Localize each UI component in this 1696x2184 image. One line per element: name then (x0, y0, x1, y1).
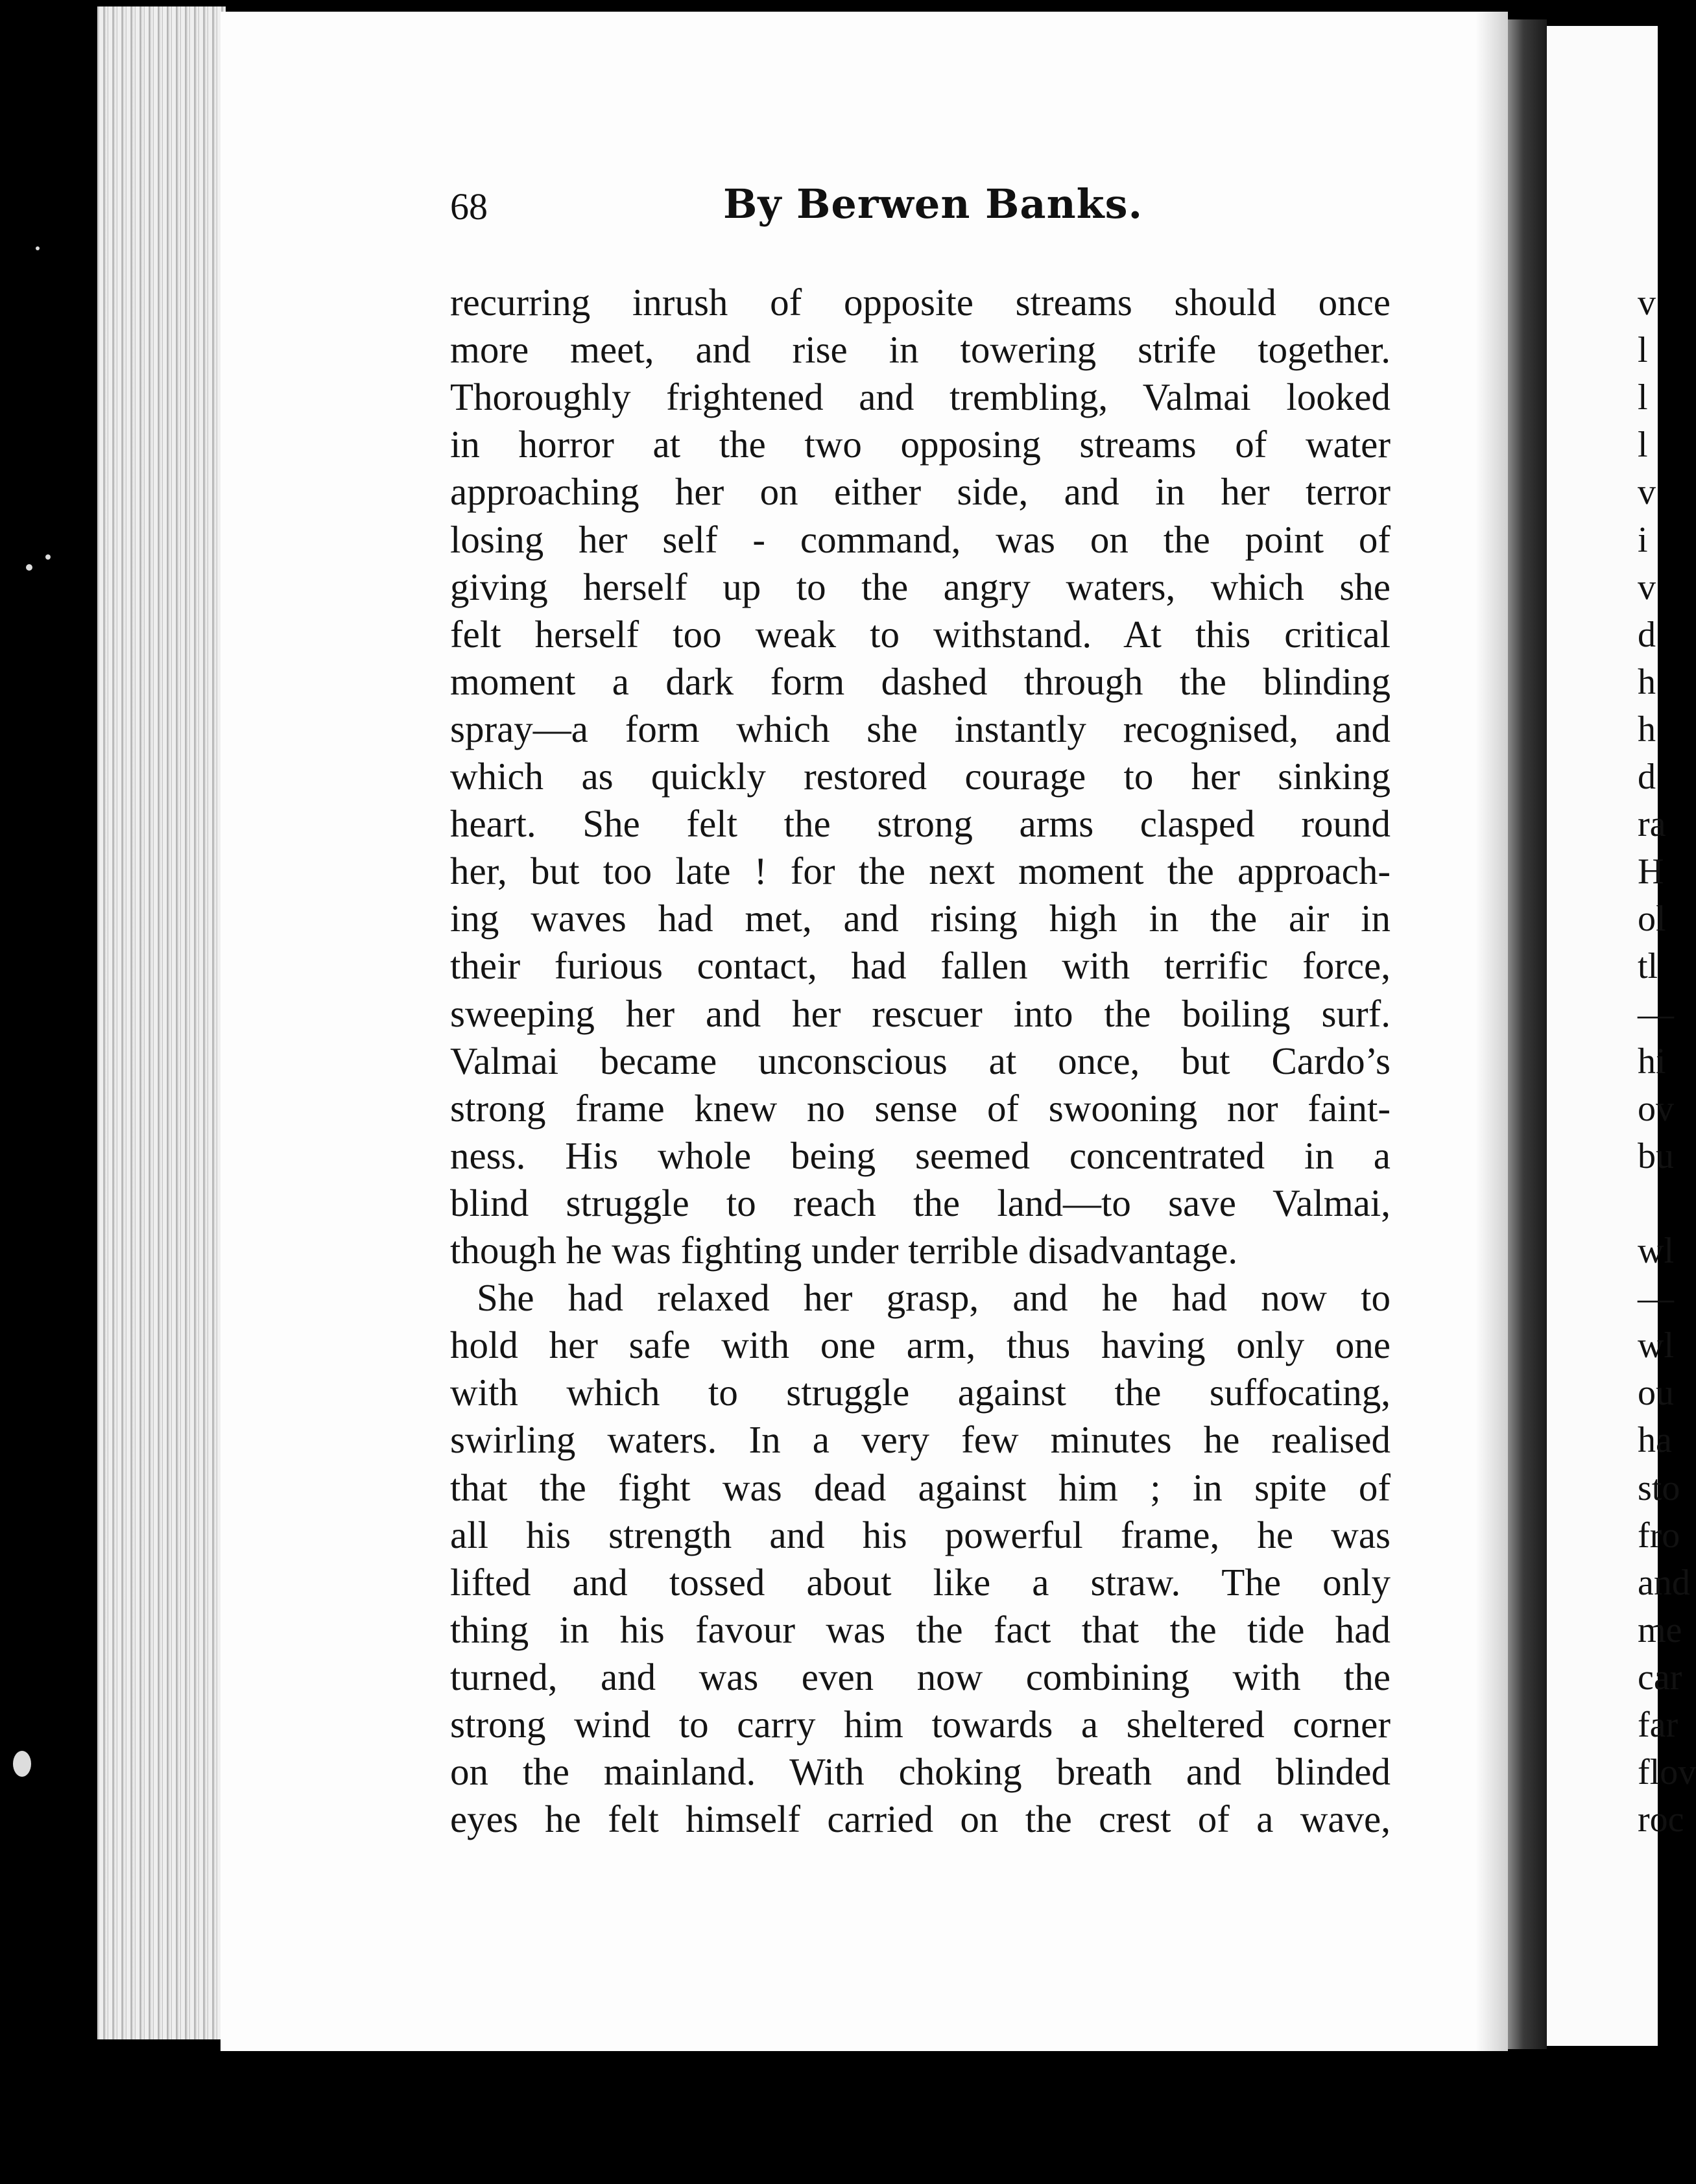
text-line: felt herself too weak to withstand. At this critical (450, 612, 1391, 656)
facing-page-fragment: wl (1638, 1231, 1674, 1271)
text-line: ness. His whole being seemed concentrated in a (450, 1134, 1391, 1177)
scan-speck (36, 246, 40, 250)
facing-page-edge (1547, 26, 1696, 2046)
text-line: recurring inrush of opposite streams should once (450, 281, 1391, 324)
facing-page-fragment: — (1638, 993, 1674, 1034)
scan-speck (45, 554, 51, 560)
facing-page-fragment: h (1638, 661, 1656, 702)
facing-page-fragment: i (1638, 519, 1648, 560)
facing-page-fragment: d (1638, 757, 1656, 797)
text-line: which as quickly restored courage to her sinking (450, 755, 1391, 798)
text-line: her, but too late ! for the next moment the approach- (450, 849, 1391, 893)
facing-page-fragment: ol (1638, 899, 1666, 940)
text-line: lifted and tossed about like a straw. The only (450, 1560, 1391, 1604)
running-title: By Berwen Banks. (723, 180, 1143, 228)
text-line: moment a dark form dashed through the blinding (450, 659, 1391, 703)
text-line: giving herself up to the angry waters, which she (450, 565, 1391, 608)
text-line: all his strength and his powerful frame, he was (450, 1513, 1391, 1556)
binding-gutter (1508, 19, 1547, 2049)
facing-page-fragment: sto (1638, 1467, 1680, 1508)
scan-speck (13, 1751, 31, 1777)
scan-speck (26, 564, 32, 571)
text-line: on the mainland. With choking breath and blinded (450, 1750, 1391, 1794)
facing-page-fragment: bu (1638, 1135, 1674, 1176)
text-line: hold her safe with one arm, thus having only one (450, 1323, 1391, 1367)
text-line: Valmai became unconscious at once, but Cardo’s (450, 1039, 1391, 1082)
text-line: thing in his favour was the fact that the tide had (450, 1608, 1391, 1651)
facing-page-fragment: wl (1638, 1325, 1674, 1366)
facing-page-fragment: ov (1638, 1088, 1674, 1129)
facing-page-fragment: l (1638, 425, 1648, 466)
facing-page-fragment: hi (1638, 1041, 1666, 1082)
text-line: their furious contact, had fallen with terrific force, (450, 944, 1391, 988)
facing-page-fragment: fro (1638, 1515, 1680, 1556)
facing-page-fragment: h (1638, 709, 1656, 750)
facing-page-fragment: me (1638, 1609, 1682, 1650)
text-line: approaching her on either side, and in her terror (450, 470, 1391, 514)
text-line: strong wind to carry him towards a sheltered corner (450, 1703, 1391, 1746)
text-line: spray—a form which she instantly recognised, and (450, 707, 1391, 750)
text-line: heart. She felt the strong arms clasped round (450, 802, 1391, 846)
text-line: with which to struggle against the suffocating, (450, 1371, 1391, 1414)
facing-page-fragment: ha (1638, 1420, 1672, 1461)
text-line: more meet, and rise in towering strife together. (450, 328, 1391, 372)
facing-page-fragment: roc (1638, 1799, 1684, 1840)
page-number: 68 (450, 185, 488, 228)
text-line: in horror at the two opposing streams of water (450, 423, 1391, 466)
facing-page-fragment: and (1638, 1562, 1690, 1603)
text-line: strong frame knew no sense of swooning nor faint- (450, 1086, 1391, 1130)
facing-page-fragment: v (1638, 472, 1656, 513)
text-line: that the fight was dead against him ; in spite of (450, 1466, 1391, 1509)
text-line: sweeping her and her rescuer into the boiling surf. (450, 991, 1391, 1035)
facing-page-fragment: v (1638, 283, 1656, 323)
text-line: She had relaxed her grasp, and he had now to (477, 1276, 1391, 1320)
text-line: though he was fighting under terrible disadvantage. (450, 1229, 1238, 1272)
facing-page-fragment: ra (1638, 804, 1666, 845)
text-line: ing waves had met, and rising high in the air in (450, 897, 1391, 940)
page-block-edges (97, 6, 226, 2039)
facing-page-fragment: H (1638, 851, 1664, 892)
text-line: Thoroughly frightened and trembling, Valmai looked (450, 375, 1391, 419)
facing-page-fragment: car (1638, 1657, 1682, 1698)
facing-page-fragment: tl (1638, 946, 1658, 987)
text-line: swirling waters. In a very few minutes he realised (450, 1418, 1391, 1462)
facing-page-fragment: v (1638, 567, 1656, 608)
facing-page-fragment: — (1638, 1278, 1674, 1319)
facing-page-fragment: far (1638, 1705, 1678, 1745)
text-line: turned, and was even now combining with the (450, 1655, 1391, 1698)
text-line: eyes he felt himself carried on the crest of a wave, (450, 1798, 1391, 1841)
text-line: blind struggle to reach the land—to save Valmai, (450, 1181, 1391, 1224)
facing-page-fragment: d (1638, 614, 1656, 655)
facing-page-fragment: ou (1638, 1373, 1674, 1414)
facing-page-fragment: l (1638, 330, 1648, 371)
text-line: losing her self - command, was on the point of (450, 517, 1391, 561)
facing-page-fragment: l (1638, 377, 1648, 418)
facing-page-fragment: flov (1638, 1752, 1696, 1793)
